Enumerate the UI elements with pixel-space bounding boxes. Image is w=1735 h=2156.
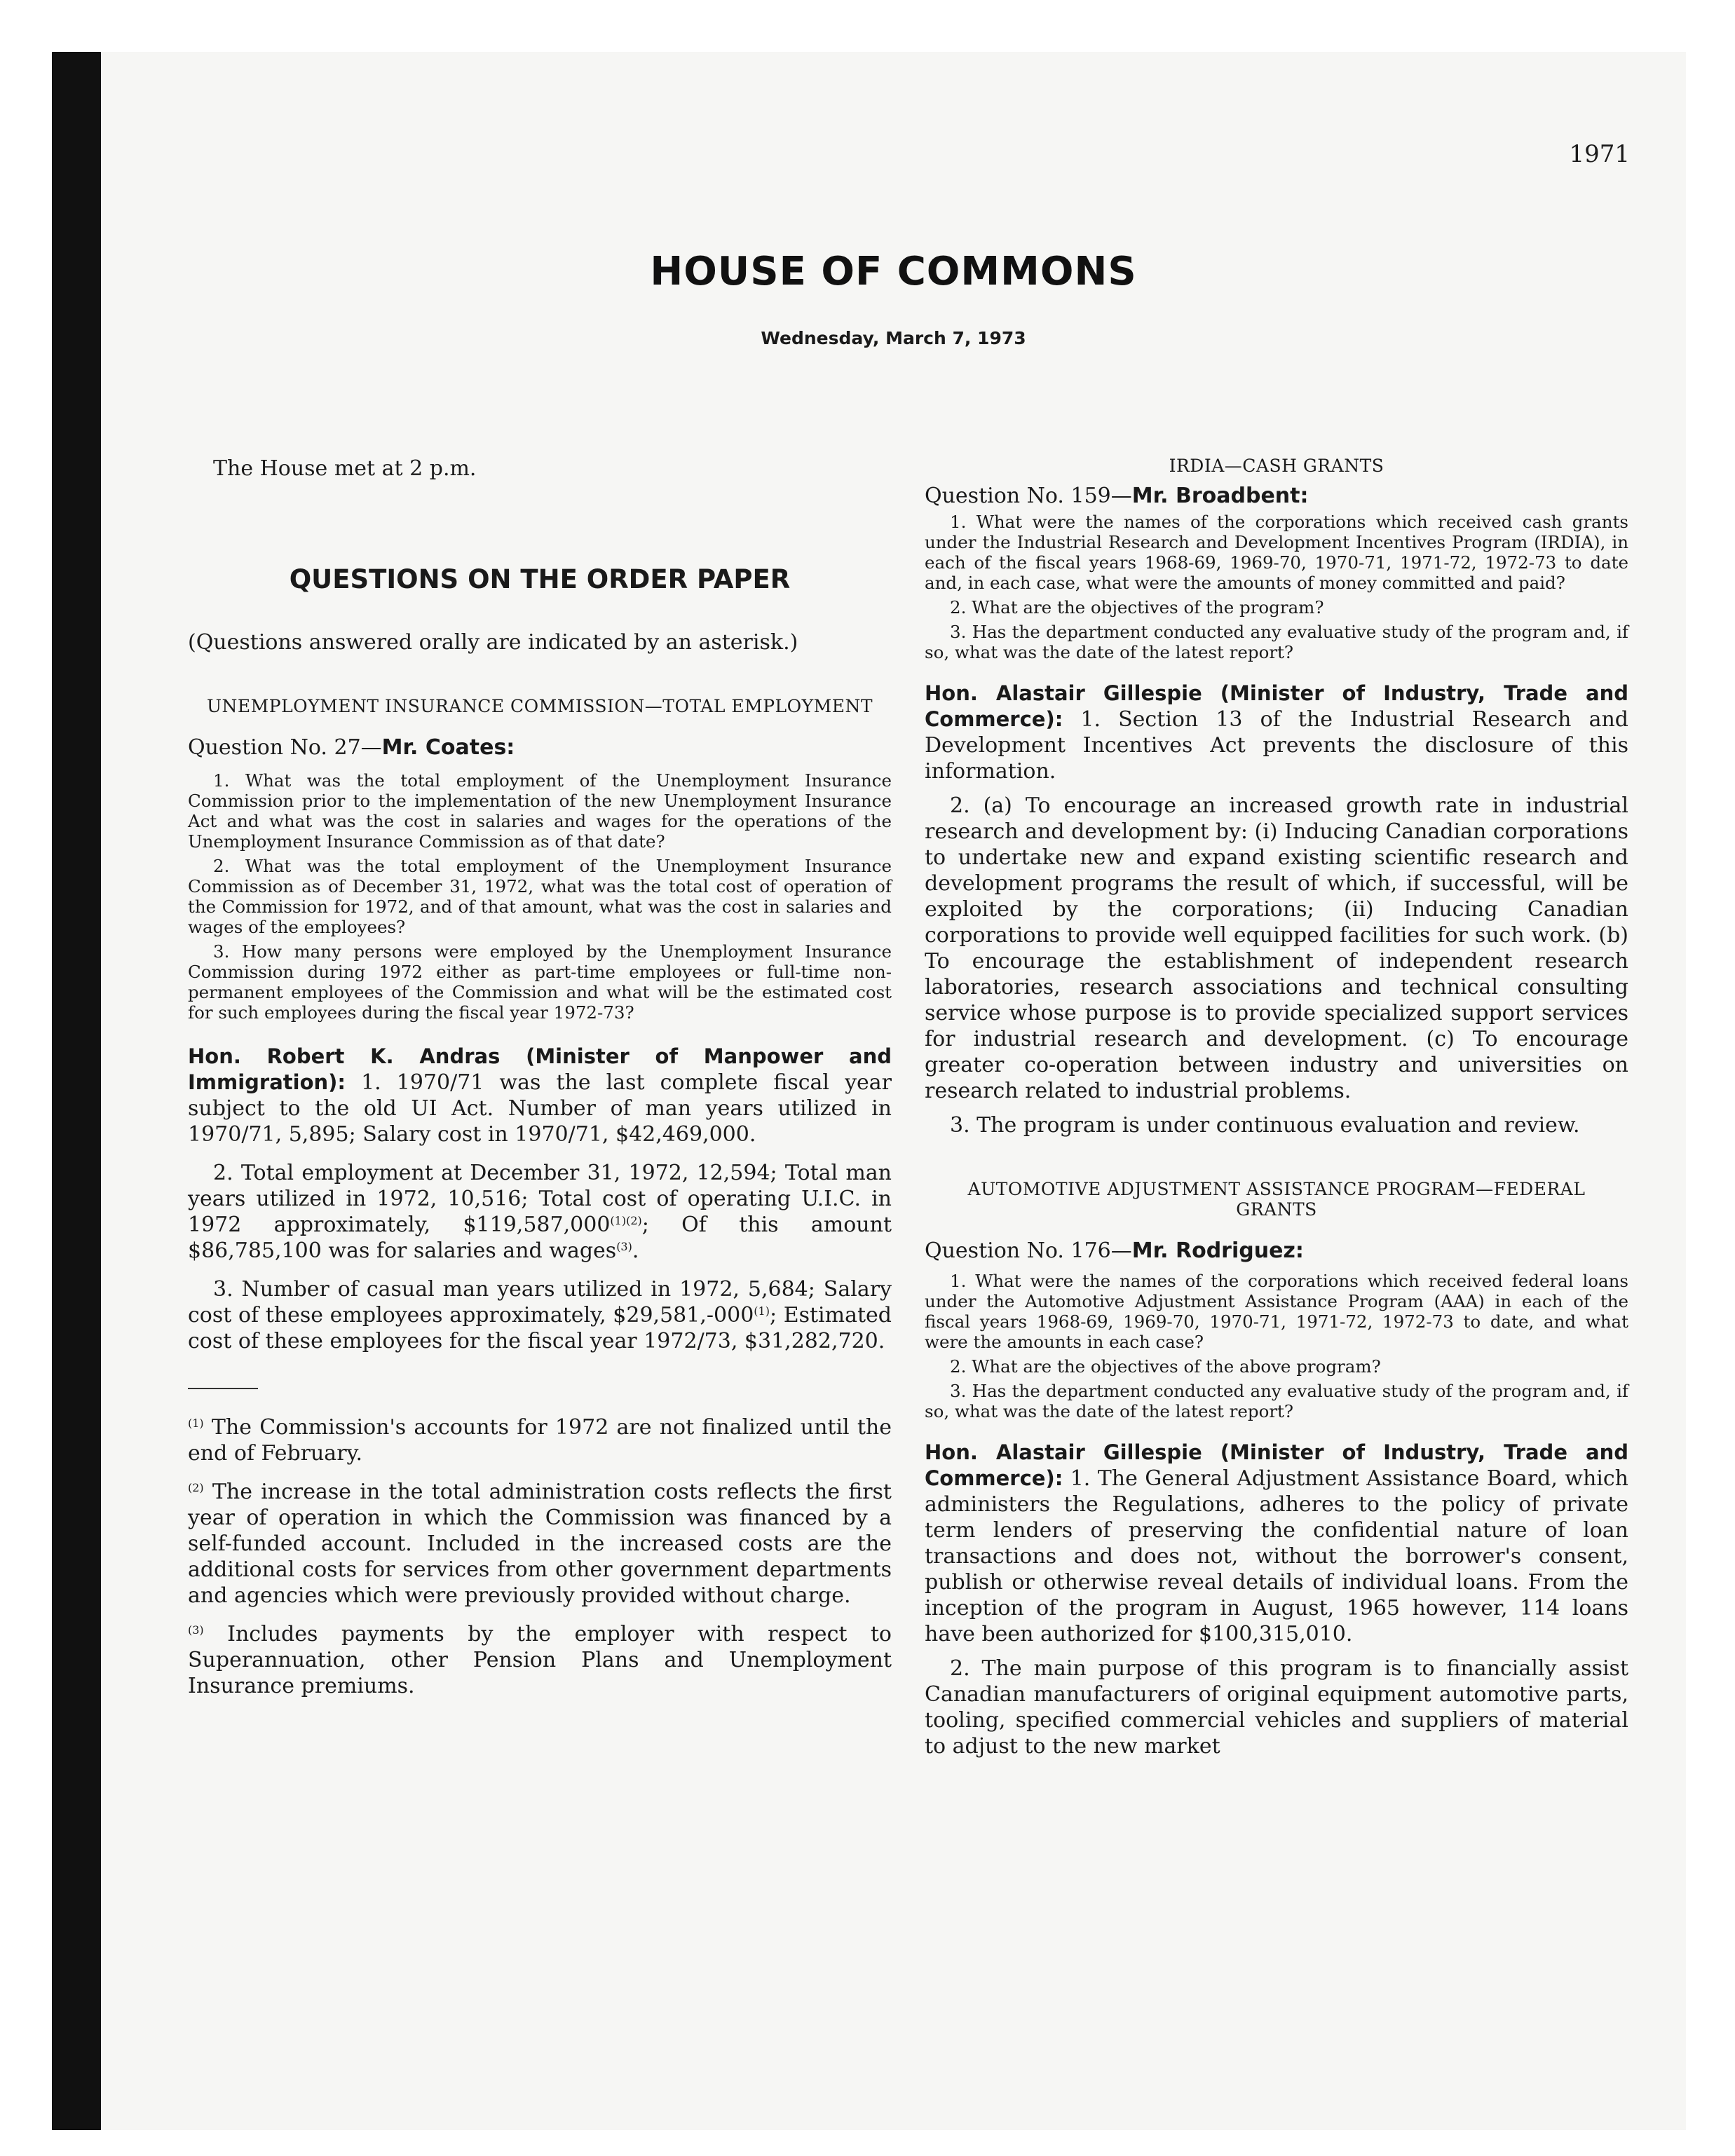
question-line [188, 735, 892, 760]
binding-edge [52, 52, 101, 2130]
answer-paragraph: 2. (a) To encourage an increased growth rate in industrial research and development by: (i) Inducing Canadian corporations to undertake new and expand existing scientific research and development programs the result of which, if successful, will be exploited by the corporations; (ii) Inducing Canadian corporations to provide well equipped facilities for such work. (b) To encourage the establishment of independent research laboratories, research associations and technical consulting service whose purpose is to provide specialized support services for industrial research and development. (c) To encourage greater co-operation between industry and universities on research related to industrial problems. [925, 793, 1628, 1103]
questioner-name: Mr. Broadbent: [1131, 484, 1309, 508]
question-part: 3. Has the department conducted any evaluative study of the program and, if so, what was the date of the latest report? [925, 622, 1628, 662]
footnote-marker: (1) [188, 1417, 204, 1430]
answer-text: 3. Number of casual man years utilized in 1972, 5,684; Salary cost of these employees approximately, $29,581,-000 [188, 1277, 892, 1328]
right-column [925, 456, 1628, 1759]
question-part: 2. What was the total employment of the Unemployment Insurance Commission as of December 31, 1972, what was the total cost of operation of the Commission for 1972, and of that amount, what was the cost in salaries and wages of the employees? [188, 856, 892, 937]
minister-name: Hon. Alastair Gillespie (Minister of Industry, Trade and Commerce): [925, 1440, 1628, 1490]
answer-paragraph [925, 1440, 1628, 1647]
question-part: 3. How many persons were employed by the Unemployment Insurance Commission during 1972 either as part-time employees or full-time non-permanent employees of the Commission and what will be the estimated cost for such employees during the fiscal year 1972-73? [188, 941, 892, 1023]
page-number: 1971 [1569, 140, 1630, 168]
question-number: Question No. 159— [925, 484, 1132, 508]
footnote-marker: (3) [188, 1623, 204, 1637]
answer-text: ; Of this amount $86,785,100 was for salaries and wages [188, 1213, 892, 1263]
question-number: Question No. 27— [188, 735, 382, 760]
footnote [188, 1414, 892, 1466]
answer-paragraph [188, 1160, 892, 1264]
footnote-reference: (1) [754, 1304, 770, 1318]
masthead-title: HOUSE OF COMMONS [650, 249, 1137, 294]
footnote-marker: (2) [188, 1481, 204, 1494]
left-column [188, 456, 892, 1699]
answer-paragraph [188, 1044, 892, 1147]
answer-text: . [632, 1239, 639, 1263]
question-heading: AUTOMOTIVE ADJUSTMENT ASSISTANCE PROGRAM—FEDERAL GRANTS [967, 1179, 1586, 1220]
answer-text: ; Estimated cost of these employees for the fiscal year 1972/73, $31,282,720. [188, 1303, 892, 1353]
footnote-text: The Commission's accounts for 1972 are not finalized until the end of February. [188, 1415, 892, 1466]
footnote-reference: (1)(2) [610, 1214, 642, 1227]
question-part: 1. What were the names of the corporations which received cash grants under the Industrial Research and Development Incentives Program (IRDIA), in each of the fiscal years 1968-69, 1969-70, 1970-71, 1971-72, 1972-73 to date and, in each case, what were the amounts of money committed and paid? [925, 512, 1628, 593]
footnote-text: The increase in the total administration costs reflects the first year of operation in which the Commission was financed by a self-funded account. Included in the increased costs are the additional costs for services from other government departments and agencies which were previously provided without charge. [188, 1480, 892, 1608]
question-part: 3. Has the department conducted any evaluative study of the program and, if so, what was the date of the latest report? [925, 1381, 1628, 1421]
answer-text: 2. Total employment at December 31, 1972, 12,594; Total man years utilized in 1972, 10,516; Total cost of operating U.I.C. in 1972 approximately, $119,587,000 [188, 1161, 892, 1237]
questioner-name: Mr. Coates: [381, 735, 515, 760]
question-part: 1. What were the names of the corporations which received federal loans under the Automotive Adjustment Assistance Program (AAA) in each of the fiscal years 1968-69, 1969-70, 1970-71, 1971-72, 1972-73 to date, and what were the amounts in each case? [925, 1271, 1628, 1352]
section-note: (Questions answered orally are indicated by an asterisk.) [188, 630, 798, 655]
opening-line: The House met at 2 p.m. [213, 456, 477, 481]
minister-name: Hon. Alastair Gillespie (Minister of Industry, Trade and Commerce): [925, 681, 1628, 731]
sitting-date: Wednesday, March 7, 1973 [761, 328, 1026, 348]
question-line [925, 483, 1628, 509]
footnote [188, 1479, 892, 1609]
answer-paragraph [188, 1276, 892, 1354]
question-part: 1. What was the total employment of the Unemployment Insurance Commission prior to the implementation of the new Unemployment Insurance Act and what was the cost in salaries and wages for the operations of the Unemployment Insurance Commission as of that date? [188, 770, 892, 852]
question-heading: UNEMPLOYMENT INSURANCE COMMISSION—TOTAL EMPLOYMENT [206, 696, 873, 716]
section-title: QUESTIONS ON THE ORDER PAPER [289, 564, 791, 594]
answer-paragraph: 3. The program is under continuous evaluation and review. [950, 1113, 1580, 1138]
question-line [925, 1238, 1628, 1264]
question-heading: IRDIA—CASH GRANTS [1169, 456, 1384, 476]
footnote [188, 1621, 892, 1699]
question-part: 2. What are the objectives of the program? [950, 597, 1324, 618]
answer-text: 1. Section 13 of the Industrial Research and Development Incentives Act prevents the disclosure of this information. [925, 707, 1628, 784]
questioner-name: Mr. Rodriguez: [1131, 1239, 1304, 1263]
question-part: 2. What are the objectives of the above program? [950, 1356, 1381, 1377]
footnote-reference: (3) [616, 1240, 632, 1253]
answer-paragraph: 2. The main purpose of this program is to financially assist Canadian manufacturers of original equipment automotive parts, tooling, specified commercial vehicles and suppliers of material to adjust to the new market [925, 1656, 1628, 1759]
minister-name: Hon. Robert K. Andras (Minister of Manpower and Immigration): [188, 1044, 892, 1094]
answer-text: 1. 1970/71 was the last complete fiscal year subject to the old UI Act. Number of man years utilized in 1970/71, 5,895; Salary cost in 1970/71, $42,469,000. [188, 1070, 892, 1147]
answer-text: 1. The General Adjustment Assistance Board, which administers the Regulations, adheres to the policy of private term lenders of preserving the confidential nature of loan transactions and does not, without the borrower's consent, publish or otherwise reveal details of individual loans. From the inception of the program in August, 1965 however, 114 loans have been authorized for $100,315,010. [925, 1466, 1628, 1646]
answer-paragraph [925, 681, 1628, 784]
footnote-text: Includes payments by the employer with respect to Superannuation, other Pension Plans and Unemployment Insurance premiums. [188, 1622, 892, 1698]
footnote-divider [188, 1388, 258, 1389]
question-number: Question No. 176— [925, 1239, 1132, 1263]
